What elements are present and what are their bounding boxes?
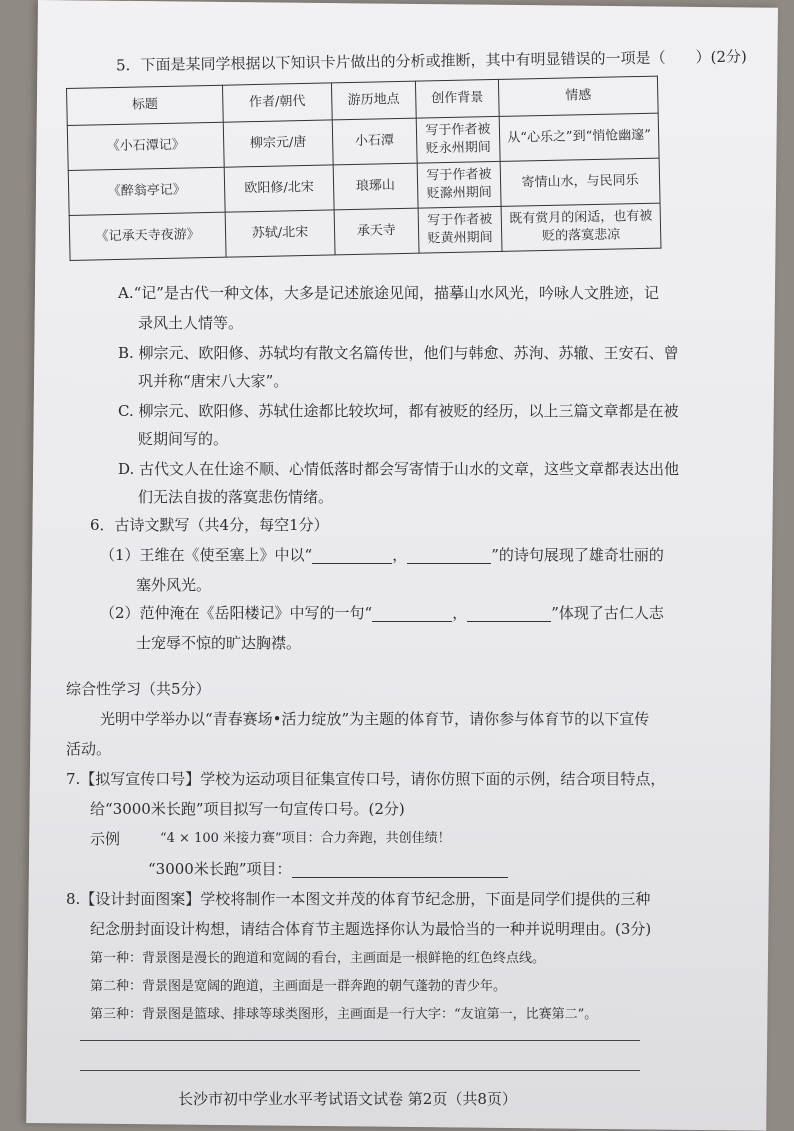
- section-title: 综合性学习（共5分）: [66, 680, 211, 698]
- q6-part2-text-a: （2）范仲淹在《岳阳楼记》中写的一句“: [100, 604, 373, 622]
- cell: 写于作者被贬永州期间: [416, 116, 500, 163]
- q7-line1: 7.【拟写宣传口号】学校为运动项目征集宣传口号，请你仿照下面的示例，结合项目特点，: [66, 770, 666, 788]
- cell: 写于作者被贬滁州期间: [417, 161, 501, 208]
- cell: 《小石潭记》: [67, 122, 224, 170]
- header-author: 作者/朝代: [223, 83, 332, 122]
- q5-option-b-line2: 巩并称“唐宋八大家”。: [138, 372, 289, 390]
- q7-answer-blank[interactable]: [292, 861, 508, 878]
- answer-blank[interactable]: [312, 547, 392, 564]
- cell: 从“心乐之”到“悄怆幽邃”: [499, 113, 659, 161]
- q7-example: “4 × 100 米接力赛”项目：合力奔跑，共创佳绩！: [160, 831, 451, 846]
- q5-option-d-line2: 们无法自拔的落寞悲伤情绪。: [138, 488, 334, 506]
- section-intro-line2: 活动。: [66, 740, 112, 758]
- q5-option-a-line2: 录风土人情等。: [138, 314, 244, 332]
- q8-option-3: 第三种：背景图是篮球、排球等球类图形，主画面是一行大字：“友谊第一，比赛第二”。: [90, 1007, 598, 1022]
- cell: 小石潭: [332, 118, 417, 165]
- page-footer: 长沙市初中学业水平考试语文试卷 第2页（共8页）: [178, 1090, 517, 1108]
- q6-part2-text-b: ，: [452, 604, 468, 622]
- q8-line1: 8.【设计封面图案】学校将制作一本图文并茂的体育节纪念册，下面是同学们提供的三种: [66, 890, 651, 908]
- q5-option-c-line1: C. 柳宗元、欧阳修、苏轼仕途都比较坎坷，都有被贬的经历，以上三篇文章都是在被: [118, 402, 679, 420]
- cell: 写于作者被贬黄州期间: [418, 206, 502, 253]
- q6-part1-cont: 塞外风光。: [136, 576, 212, 594]
- q5-option-a-line1: A.“记”是古代一种文体，大多是记述旅途见闻，描摹山水风光，吟咏人文胜迹，记: [118, 284, 659, 302]
- cell: 苏轼/北宋: [225, 210, 334, 257]
- answer-line-1[interactable]: [80, 1040, 640, 1041]
- answer-blank[interactable]: [372, 605, 452, 622]
- cell: 柳宗元/唐: [224, 120, 333, 167]
- q7-answer-label: “3000米长跑”项目：: [148, 860, 292, 878]
- cell: 《醉翁亭记》: [68, 167, 225, 215]
- q7-answer-row: [148, 860, 508, 878]
- q6-part2-text-c: ”体现了古仁人志: [551, 604, 664, 622]
- q6-part1: [100, 546, 664, 564]
- q6-part1-text-b: ，: [392, 546, 408, 564]
- section-intro-line1: 光明中学举办以“青春赛场•活力绽放”为主题的体育节，请你参与体育节的以下宣传: [100, 710, 650, 728]
- q6-part2-cont: 士宠辱不惊的旷达胸襟。: [136, 634, 302, 652]
- q5-option-d-line1: D. 古代文人在仕途不顺、心情低落时都会写寄情于山水的文章，这些文章都表达出他: [118, 460, 680, 478]
- q8-line2: 纪念册封面设计构想，请结合体育节主题选择你认为最恰当的一种并说明理由。(3分): [90, 920, 652, 938]
- q8-option-2: 第二种：背景图是宽阔的跑道，主画面是一群奔跑的朝气蓬勃的青少年。: [90, 979, 507, 994]
- answer-blank[interactable]: [407, 547, 491, 564]
- header-place: 游历地点: [331, 81, 416, 120]
- knowledge-card-table: [66, 76, 661, 261]
- q5-option-b-line1: B. 柳宗元、欧阳修、苏轼均有散文名篇传世，他们与韩愈、苏洵、苏辙、王安石、曾: [118, 344, 679, 362]
- q7-line2: 给“3000米长跑”项目拟写一句宣传口号。(2分): [90, 800, 405, 818]
- q5-stem: 5．下面是某同学根据以下知识卡片做出的分析或推断，其中有明显错误的一项是（ ）(2分): [115, 47, 747, 75]
- q6-part1-text-c: ”的诗句展现了雄奇壮丽的: [491, 546, 664, 564]
- q7-example-label: 示例: [90, 830, 121, 848]
- cell: 既有赏月的闲适，也有被贬的落寞悲凉: [501, 203, 661, 251]
- q6-stem: 6．古诗文默写（共4分，每空1分）: [90, 516, 329, 534]
- answer-line-2[interactable]: [80, 1070, 640, 1071]
- header-background: 创作背景: [415, 79, 499, 118]
- header-emotion: 情感: [498, 76, 658, 116]
- q5-option-c-line2: 贬期间写的。: [138, 430, 229, 448]
- header-title: 标题: [67, 85, 224, 125]
- cell: 欧阳修/北宋: [224, 165, 333, 212]
- q6-part1-text-a: （1）王维在《使至塞上》中以“: [100, 546, 313, 564]
- cell: 《记承天寺夜游》: [69, 212, 226, 260]
- answer-blank[interactable]: [467, 605, 551, 622]
- cell: 承天寺: [334, 208, 419, 255]
- q8-option-1: 第一种：背景图是漫长的跑道和宽阔的看台，主画面是一根鲜艳的红色终点线。: [90, 951, 546, 966]
- cell: 寄情山水，与民同乐: [500, 158, 660, 206]
- cell: 琅琊山: [333, 163, 418, 210]
- q6-part2: [100, 604, 664, 622]
